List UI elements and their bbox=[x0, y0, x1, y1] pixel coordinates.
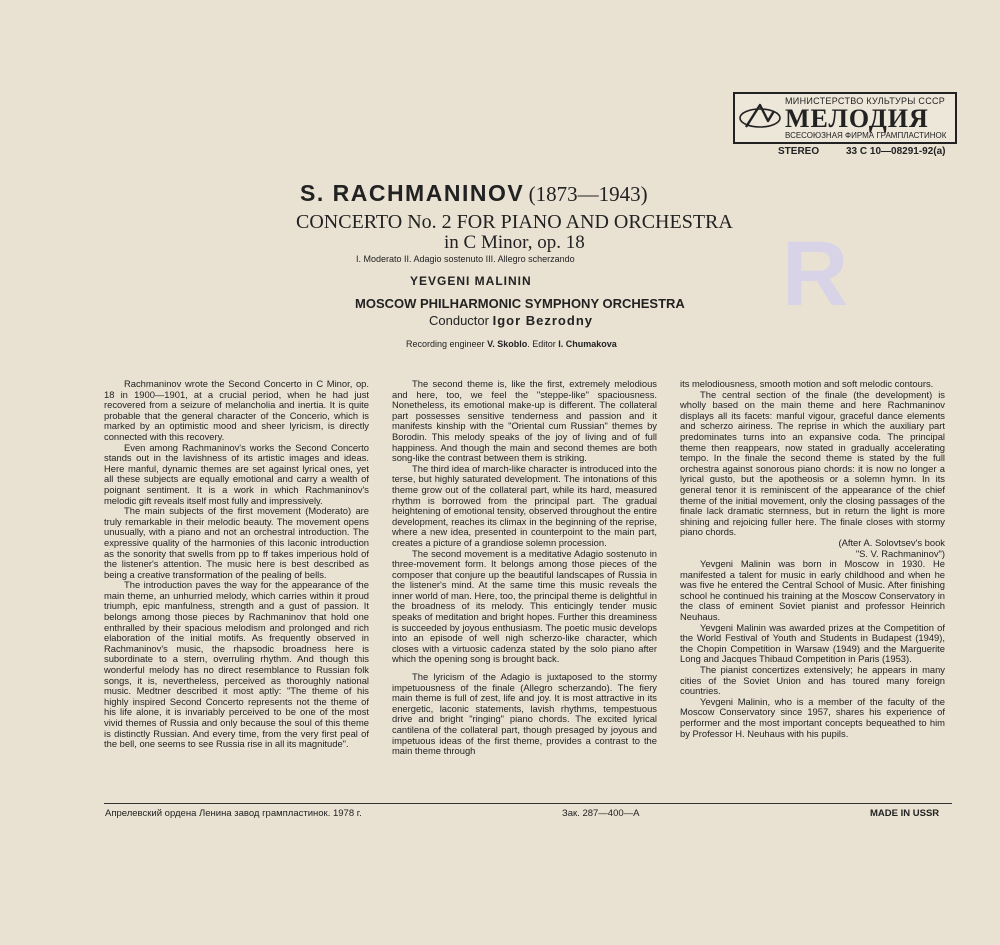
paragraph: The central section of the finale (the development) is wholly based on the main theme and here Rachmaninov displays all its facets: manful vigour, graceful dance elements and scherzo airiness. The reprise in which the auxiliary part predominates turns into an expansive coda. The principal theme then reappears, now stated in gradually accelerating tempo. In the finale the second theme is stated by the full orchestra against sonorous piano chords: it is now no longer a lyrical gusto, but the apotheosis or a solemn hymn. In its general tenor it is reminiscent of the appearance of the chief theme of the initial movement, only the closing passages of the finale lack dramatic sternness, but in return the light is more shining and rejoicing fuller here. The finale closes with stormy piano chords. bbox=[680, 388, 945, 538]
credits-line bbox=[406, 339, 617, 349]
credits-engineer-label: Recording engineer bbox=[406, 339, 488, 349]
composer-name: S. RACHMANINOV bbox=[300, 180, 525, 206]
movements-list: I. Moderato II. Adagio sostenuto III. Allegro scherzando bbox=[356, 254, 575, 264]
paragraph: The pianist concertizes extensively; he appears in many cities of the Soviet Union and has toured many foreign countries. bbox=[680, 664, 945, 697]
title-line bbox=[300, 180, 648, 207]
soloist-name: YEVGENI MALININ bbox=[410, 274, 532, 288]
logo-brand-text: МЕЛОДИЯ bbox=[785, 103, 929, 133]
paragraph: The lyricism of the Adagio is juxtaposed to the stormy impetuousness of the finale (Allegro scherzando). The fiery main theme is full of zest, life and joy. It is most attractive in its energetic, laconic statements, lavish rhythms, tempestuous drive and bright "ringing" piano chords. The excited lyrical cantilena of the collateral part, though presaged by joyous and impetuous ideas of the first theme, provides a contrast to the main theme through bbox=[392, 671, 657, 757]
conductor-line bbox=[429, 313, 593, 328]
paragraph: Yevgeni Malinin was awarded prizes at the Competition of the World Festival of Youth and Students in Budapest (1949), the Chopin Competition in Warsaw (1949) and the Marguerite Long and Jacques Thibaud Competition in Paris (1953). bbox=[680, 621, 945, 665]
notes-column-2 bbox=[392, 379, 657, 757]
stamp-letter: R bbox=[782, 223, 849, 325]
paragraph: Even among Rachmaninov's works the Second Concerto stands out in the lavishness of its artistic images and ideas. Here manful, dynamic themes are set against lyrical ones, yet all these subjects are equally emotional and carry a wealth of poignant sentiment. It is a work in which Rachmaninov's melodic gift reveals itself most fully and impressively. bbox=[104, 441, 369, 506]
composer-dates: (1873—1943) bbox=[528, 182, 648, 206]
footer-divider bbox=[104, 803, 952, 804]
footer-plant: Апрелевский ордена Ленина завод грампластинок. 1978 г. bbox=[105, 808, 362, 819]
logo-ministry-text: МИНИСТЕРСТВО КУЛЬТУРЫ СССР bbox=[785, 95, 946, 106]
work-key: in C Minor, op. 18 bbox=[444, 232, 585, 253]
editor-name: I. Chumakova bbox=[558, 339, 617, 349]
paragraph: Yevgeni Malinin was born in Moscow in 1930. He manifested a talent for music in early childhood and when he was five he entered the Central School of Music. After finishing school he continued his training at the Moscow Conservatory in the class of eminent Soviet pianist and professor Heinrich Neuhaus. bbox=[680, 558, 945, 623]
conductor-name: Igor Bezrodny bbox=[492, 313, 593, 328]
melodiya-logo bbox=[733, 92, 957, 144]
credits-editor-label: . Editor bbox=[527, 339, 559, 349]
paragraph: The second theme is, like the first, extremely melodious and here, too, we feel the "steppe-like" spaciousness. Nonetheless, its emotional make-up is different. The collateral part possesses sensitive tenderness and passion and it manifests kinship with the "Oriental cum Russian" themes by Borodin. This melody speaks of the joy of living and of full happiness. And though the main and second themes are both song-like the contrast between them is striking. bbox=[392, 378, 657, 464]
orchestra-name: MOSCOW PHILHARMONIC SYMPHONY ORCHESTRA bbox=[355, 296, 685, 311]
paragraph: The main subjects of the first movement (Moderato) are truly remarkable in their melodic beauty. The movement opens unusually, with a piano and not an orchestral introduction. The expressive quality of the harmonies of this laconic introduction as the sonority that swells from pp to ff takes imperious hold of the listener's attention. The music here is best described as being a creative transformation of the pealing of bells. bbox=[104, 505, 369, 580]
melodiya-emblem-icon bbox=[735, 96, 785, 140]
paragraph: its melodiousness, smooth motion and soft melodic contours. bbox=[680, 378, 934, 389]
paragraph: Yevgeni Malinin, who is a member of the faculty of the Moscow Conservatory since 1957, shares his experience of performer and the most important concepts bequeathed to him by Professor H. Neuhaus with his pupils. bbox=[680, 695, 945, 739]
stereo-label: STEREO bbox=[778, 146, 820, 157]
footer-made-in: MADE IN USSR bbox=[870, 808, 940, 819]
attribution-line: (After A. Solovtsev's book bbox=[838, 536, 945, 548]
paragraph: The second movement is a meditative Adagio sostenuto in three-movement form. It belongs among those pieces of the composer that conjure up the beautiful landscapes of Russia in the listener's mind. At the same time this music reveals the inner world of man. Here, too, the principal theme is delightful in the broadness of its melody. This enticingly tender music speaks of meditation and bright hopes. Further this dreaminess is succeeded by joyous enthusiasm. The poetic music develops into an episode of well nigh scherzo-like character, which closes with a virtuosic cadenza stated by the solo piano after which the opening song is brought back. bbox=[392, 547, 657, 665]
conductor-label: Conductor bbox=[429, 313, 493, 328]
work-title: CONCERTO No. 2 FOR PIANO AND ORCHESTRA bbox=[296, 211, 733, 233]
notes-column-1 bbox=[104, 379, 369, 750]
footer-order: Зак. 287—400—А bbox=[562, 808, 640, 819]
engineer-name: V. Skoblo bbox=[487, 339, 528, 349]
paragraph: The third idea of march-like character is introduced into the terse, but highly saturated development. The intonations of this theme grow out of the collateral part, while its hard, measured rhythm is borrowed from the principal part. The gradual heightening of emotional tensity, observed throughout the entire development, reaches its climax in the beginning of the reprise, where a new idea, presented in counterpoint to the main part, creates a picture of a grandiose solemn procession. bbox=[392, 462, 657, 548]
paragraph: Rachmaninov wrote the Second Concerto in C Minor, op. 18 in 1900—1901, at a crucial period, when he had just recovered from a seizure of melancholia and inertia. It is quite probable that the general character of the Concerio, which is marked by an optimistic mood and sheer lyricism, is directly connected with this recovery. bbox=[104, 378, 369, 442]
paragraph: The introduction paves the way for the appearance of the main theme, an unhurried melody, which carries within it proud triumph, epic manfulness, strength and a gust of passion. It belongs among those pieces by Rachmaninov that hold one enthralled by their spacious melodism and prolonged and rich elaboration of the initial motifs. As frequently observed in Rachmaninov's music, the rhapsodic broadness here is subordinate to a stern, overruling rhythm. And though this wonderful melody has no direct resemblance to Russian folk songs, it is, nevertheless, perceived as thoroughly national music. Medtner described it most aptly: "The theme of his highly inspired Second Concerto represents not the theme of his life alone, it is invariably perceived to be one of the most vivid themes of Russia and only because the soul of this theme is distinctly Russian. And every time, from the very first peal of the bell, one seems to see Russia rise in all its magnitude". bbox=[104, 579, 369, 750]
notes-column-3 bbox=[680, 379, 945, 739]
attribution-line: "S. V. Rachmaninov") bbox=[855, 547, 945, 559]
catalog-number: 33 C 10—08291-92(a) bbox=[846, 146, 946, 157]
logo-firm-text: ВСЕСОЮЗНАЯ ФИРМА ГРАМПЛАСТИНОК bbox=[785, 130, 947, 140]
